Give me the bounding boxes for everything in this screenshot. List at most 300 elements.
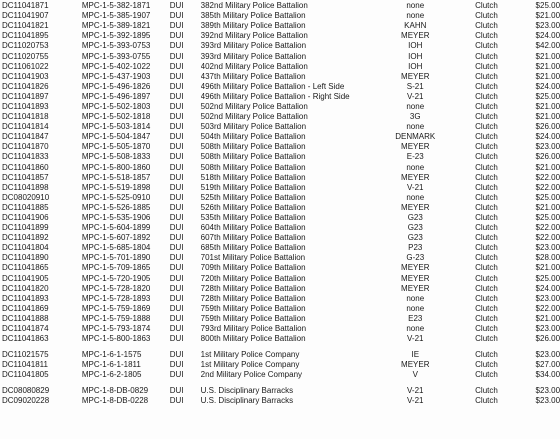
cell-back: Clutch bbox=[475, 71, 498, 81]
cell-ref: MPC-1-8-DB-0829 bbox=[81, 385, 149, 395]
cell-back: Clutch bbox=[475, 21, 498, 31]
cell-type: DUI bbox=[169, 81, 184, 91]
cell-type: DUI bbox=[169, 41, 184, 51]
cell-maker: none bbox=[406, 1, 425, 11]
table-row bbox=[0, 284, 560, 294]
cell-type: DUI bbox=[169, 395, 184, 405]
cell-id: DC11041885 bbox=[2, 202, 49, 212]
cell-back: Clutch bbox=[475, 313, 498, 323]
table-row bbox=[0, 385, 560, 395]
cell-unit: 382nd Military Police Battalion bbox=[200, 1, 308, 11]
cell-id: DC11041898 bbox=[2, 182, 49, 192]
cell-id: DC11041818 bbox=[2, 112, 49, 122]
cell-id: DC11041826 bbox=[2, 81, 49, 91]
cell-type: DUI bbox=[169, 21, 184, 31]
table-row bbox=[0, 203, 560, 213]
cell-ref: MPC-1-5-800-1863 bbox=[81, 334, 151, 344]
cell-maker: KAHN bbox=[404, 21, 427, 31]
cell-maker: none bbox=[406, 303, 425, 313]
cell-ref: MPC-1-5-389-1821 bbox=[81, 21, 151, 31]
table-row bbox=[0, 360, 560, 370]
cell-id: DC11041871 bbox=[2, 1, 49, 11]
cell-type: DUI bbox=[169, 303, 184, 313]
cell-maker: MEYER bbox=[401, 263, 430, 273]
cell-maker: P23 bbox=[408, 243, 423, 253]
cell-id: DC11041899 bbox=[2, 223, 49, 233]
cell-id: DC11041804 bbox=[2, 243, 49, 253]
cell-id: DC11020753 bbox=[2, 41, 49, 51]
cell-price: $21.00 bbox=[535, 101, 560, 111]
cell-maker: MEYER bbox=[401, 359, 430, 369]
table-row bbox=[0, 233, 560, 243]
table-row bbox=[0, 173, 560, 183]
cell-type: DUI bbox=[169, 253, 184, 263]
cell-ref: MPC-1-5-709-1865 bbox=[81, 263, 151, 273]
cell-maker: none bbox=[406, 101, 425, 111]
cell-ref: MPC-1-5-525-0910 bbox=[81, 192, 151, 202]
cell-back: Clutch bbox=[475, 293, 498, 303]
cell-id: DC11041906 bbox=[2, 213, 49, 223]
table-row bbox=[0, 72, 560, 82]
cell-maker: V-21 bbox=[407, 385, 424, 395]
table-row bbox=[0, 62, 560, 72]
cell-type: DUI bbox=[169, 1, 184, 11]
cell-back: Clutch bbox=[475, 202, 498, 212]
cell-id: DC11041814 bbox=[2, 122, 49, 132]
cell-ref: MPC-1-5-526-1885 bbox=[81, 202, 151, 212]
table-row bbox=[0, 142, 560, 152]
cell-type: DUI bbox=[169, 349, 184, 359]
cell-price: $25.00 bbox=[535, 273, 560, 283]
cell-type: DUI bbox=[169, 122, 184, 132]
cell-type: DUI bbox=[169, 283, 184, 293]
cell-price: $23.00 bbox=[535, 324, 560, 334]
cell-back: Clutch bbox=[475, 303, 498, 313]
cell-price: $23.00 bbox=[535, 243, 560, 253]
cell-maker: MEYER bbox=[401, 283, 430, 293]
cell-ref: MPC-1-5-701-1890 bbox=[81, 253, 151, 263]
table-row bbox=[0, 132, 560, 142]
cell-price: $23.00 bbox=[535, 395, 560, 405]
cell-back: Clutch bbox=[475, 369, 498, 379]
cell-id: DC11041897 bbox=[2, 91, 49, 101]
cell-type: DUI bbox=[169, 293, 184, 303]
cell-ref: MPC-1-5-496-1826 bbox=[81, 81, 151, 91]
cell-maker: none bbox=[406, 162, 425, 172]
cell-unit: 508th Military Police Battalion bbox=[200, 142, 306, 152]
cell-unit: 701st Military Police Battalion bbox=[200, 253, 306, 263]
cell-back: Clutch bbox=[475, 122, 498, 132]
cell-type: DUI bbox=[169, 101, 184, 111]
cell-maker: IOH bbox=[408, 61, 423, 71]
cell-maker: V-21 bbox=[407, 334, 424, 344]
cell-unit: 793rd Military Police Battalion bbox=[200, 324, 307, 334]
cell-id: DC11041860 bbox=[2, 162, 49, 172]
cell-unit: 526th Military Police Battalion bbox=[200, 202, 306, 212]
cell-ref: MPC-1-6-2-1805 bbox=[81, 369, 142, 379]
table-row bbox=[0, 223, 560, 233]
cell-id: DC11041893 bbox=[2, 101, 49, 111]
table-row bbox=[0, 183, 560, 193]
cell-unit: 502nd Military Police Battalion bbox=[200, 112, 308, 122]
cell-price: $27.00 bbox=[535, 359, 560, 369]
cell-price: $21.00 bbox=[535, 263, 560, 273]
cell-maker: none bbox=[406, 122, 425, 132]
cell-ref: MPC-1-5-793-1874 bbox=[81, 324, 151, 334]
cell-back: Clutch bbox=[475, 192, 498, 202]
cell-id: DC11041847 bbox=[2, 132, 49, 142]
cell-id: DC11041903 bbox=[2, 71, 49, 81]
cell-type: DUI bbox=[169, 172, 184, 182]
cell-maker: S-21 bbox=[406, 81, 424, 91]
cell-type: DUI bbox=[169, 233, 184, 243]
cell-back: Clutch bbox=[475, 41, 498, 51]
cell-ref: MPC-1-6-1-1811 bbox=[81, 359, 141, 369]
cell-maker: IE bbox=[411, 349, 420, 359]
cell-back: Clutch bbox=[475, 81, 498, 91]
cell-unit: 496th Military Police Battalion - Left Side bbox=[200, 81, 345, 91]
cell-unit: 392nd Military Police Battalion bbox=[200, 31, 308, 41]
cell-unit: 604th Military Police Battalion bbox=[200, 223, 306, 233]
cell-ref: MPC-1-5-504-1847 bbox=[81, 132, 151, 142]
cell-type: DUI bbox=[169, 192, 184, 202]
table-row bbox=[0, 350, 560, 360]
cell-ref: MPC-1-5-535-1906 bbox=[81, 213, 151, 223]
cell-back: Clutch bbox=[475, 324, 498, 334]
cell-maker: V-21 bbox=[407, 182, 424, 192]
cell-unit: 519th Military Police Battalion bbox=[200, 182, 306, 192]
cell-maker: IOH bbox=[408, 41, 423, 51]
cell-ref: MPC-1-5-728-1893 bbox=[81, 293, 151, 303]
cell-back: Clutch bbox=[475, 142, 498, 152]
cell-back: Clutch bbox=[475, 61, 498, 71]
cell-ref: MPC-1-6-1-1575 bbox=[81, 349, 142, 359]
table-row bbox=[0, 102, 560, 112]
cell-unit: 728th Military Police Battalion bbox=[200, 283, 306, 293]
cell-back: Clutch bbox=[475, 182, 498, 192]
cell-maker: MEYER bbox=[401, 202, 430, 212]
cell-maker: 3G bbox=[409, 112, 421, 122]
cell-ref: MPC-1-5-685-1804 bbox=[81, 243, 151, 253]
cell-price: $21.00 bbox=[535, 61, 560, 71]
cell-price: $23.00 bbox=[535, 142, 560, 152]
cell-price: $21.00 bbox=[535, 51, 560, 61]
cell-id: DC11041870 bbox=[2, 142, 49, 152]
table-row bbox=[0, 324, 560, 334]
cell-unit: U.S. Disciplinary Barracks bbox=[200, 395, 294, 405]
cell-back: Clutch bbox=[475, 101, 498, 111]
cell-price: $26.00 bbox=[535, 334, 560, 344]
cell-price: $21.00 bbox=[535, 162, 560, 172]
cell-price: $25.00 bbox=[535, 1, 560, 11]
table-row bbox=[0, 253, 560, 263]
cell-ref: MPC-1-5-502-1803 bbox=[81, 101, 151, 111]
cell-unit: 389th Military Police Battalion bbox=[200, 21, 306, 31]
cell-type: DUI bbox=[169, 202, 184, 212]
cell-id: DC08080829 bbox=[2, 385, 50, 395]
table-row bbox=[0, 152, 560, 162]
cell-ref: MPC-1-5-402-1022 bbox=[81, 61, 151, 71]
cell-unit: 535th Military Police Battalion bbox=[200, 213, 306, 223]
cell-maker: MEYER bbox=[401, 71, 430, 81]
cell-type: DUI bbox=[169, 152, 184, 162]
cell-type: DUI bbox=[169, 11, 184, 21]
table-row bbox=[0, 92, 560, 102]
cell-type: DUI bbox=[169, 213, 184, 223]
cell-ref: MPC-1-5-607-1892 bbox=[81, 233, 151, 243]
cell-type: DUI bbox=[169, 31, 184, 41]
cell-type: DUI bbox=[169, 263, 184, 273]
cell-unit: 685th Military Police Battalion bbox=[200, 243, 306, 253]
cell-unit: 2nd Military Police Company bbox=[200, 369, 303, 379]
cell-unit: 1st Military Police Company bbox=[200, 359, 300, 369]
cell-price: $24.00 bbox=[535, 283, 560, 293]
cell-maker: G23 bbox=[407, 223, 423, 233]
cell-id: DC11041895 bbox=[2, 31, 49, 41]
cell-price: $28.00 bbox=[535, 253, 560, 263]
cell-type: DUI bbox=[169, 243, 184, 253]
table-row bbox=[0, 396, 560, 406]
table-row bbox=[0, 163, 560, 173]
cell-unit: 720th Military Police Battalion bbox=[200, 273, 306, 283]
cell-price: $25.00 bbox=[535, 213, 560, 223]
cell-ref: MPC-1-5-437-1903 bbox=[81, 71, 151, 81]
cell-type: DUI bbox=[169, 223, 184, 233]
cell-back: Clutch bbox=[475, 349, 498, 359]
table-row bbox=[0, 294, 560, 304]
cell-unit: 728th Military Police Battalion bbox=[200, 293, 306, 303]
table-row bbox=[0, 193, 560, 203]
cell-back: Clutch bbox=[475, 1, 498, 11]
cell-price: $24.00 bbox=[535, 132, 560, 142]
cell-type: DUI bbox=[169, 369, 184, 379]
cell-unit: 503rd Military Police Battalion bbox=[200, 122, 307, 132]
cell-back: Clutch bbox=[475, 132, 498, 142]
cell-price: $21.00 bbox=[535, 11, 560, 21]
cell-unit: 759th Military Police Battalion bbox=[200, 313, 306, 323]
cell-type: DUI bbox=[169, 334, 184, 344]
cell-back: Clutch bbox=[475, 152, 498, 162]
cell-id: DC11041890 bbox=[2, 253, 49, 263]
cell-id: DC11041869 bbox=[2, 303, 49, 313]
cell-ref: MPC-1-5-393-0755 bbox=[81, 51, 151, 61]
cell-ref: MPC-1-5-505-1870 bbox=[81, 142, 151, 152]
cell-price: $22.00 bbox=[535, 233, 560, 243]
table-row bbox=[0, 82, 560, 92]
cell-id: DC11041811 bbox=[2, 359, 48, 369]
cell-price: $22.00 bbox=[535, 182, 560, 192]
cell-id: DC11041905 bbox=[2, 273, 49, 283]
cell-price: $25.00 bbox=[535, 192, 560, 202]
cell-maker: none bbox=[406, 324, 425, 334]
cell-id: DC11041821 bbox=[2, 21, 49, 31]
cell-type: DUI bbox=[169, 51, 184, 61]
cell-ref: MPC-1-5-518-1857 bbox=[81, 172, 151, 182]
table-row bbox=[0, 112, 560, 122]
table-row bbox=[0, 213, 560, 223]
cell-back: Clutch bbox=[475, 31, 498, 41]
cell-id: DC11041865 bbox=[2, 263, 49, 273]
cell-id: DC08020910 bbox=[2, 192, 50, 202]
cell-id: DC11041857 bbox=[2, 172, 49, 182]
cell-unit: 525th Military Police Battalion bbox=[200, 192, 306, 202]
cell-maker: MEYER bbox=[401, 142, 430, 152]
cell-id: DC11041874 bbox=[2, 324, 49, 334]
cell-unit: U.S. Disciplinary Barracks bbox=[200, 385, 294, 395]
cell-maker: V-21 bbox=[407, 91, 424, 101]
cell-ref: MPC-1-5-604-1899 bbox=[81, 223, 151, 233]
table-row bbox=[0, 31, 560, 41]
cell-back: Clutch bbox=[475, 213, 498, 223]
table-row bbox=[0, 314, 560, 324]
cell-unit: 437th Military Police Battalion bbox=[200, 71, 306, 81]
cell-back: Clutch bbox=[475, 283, 498, 293]
cell-price: $34.00 bbox=[535, 369, 560, 379]
cell-type: DUI bbox=[169, 71, 184, 81]
cell-maker: none bbox=[406, 11, 425, 21]
cell-price: $22.00 bbox=[535, 172, 560, 182]
cell-ref: MPC-1-5-502-1818 bbox=[81, 112, 151, 122]
table-row bbox=[0, 41, 560, 51]
cell-id: DC11041893 bbox=[2, 293, 49, 303]
cell-ref: MPC-1-5-503-1814 bbox=[81, 122, 151, 132]
cell-maker: DENMARK bbox=[395, 132, 436, 142]
cell-type: DUI bbox=[169, 385, 184, 395]
cell-type: DUI bbox=[169, 142, 184, 152]
cell-type: DUI bbox=[169, 162, 184, 172]
cell-back: Clutch bbox=[475, 334, 498, 344]
cell-maker: V bbox=[412, 369, 418, 379]
cell-unit: 385th Military Police Battalion bbox=[200, 11, 306, 21]
cell-ref: MPC-1-5-759-1869 bbox=[81, 303, 151, 313]
table-row bbox=[0, 51, 560, 61]
cell-type: DUI bbox=[169, 313, 184, 323]
cell-back: Clutch bbox=[475, 385, 498, 395]
cell-back: Clutch bbox=[475, 112, 498, 122]
cell-back: Clutch bbox=[475, 253, 498, 263]
cell-id: DC11021575 bbox=[2, 349, 49, 359]
cell-maker: MEYER bbox=[401, 273, 430, 283]
cell-price: $21.00 bbox=[535, 112, 560, 122]
cell-price: $21.00 bbox=[535, 313, 560, 323]
cell-unit: 800th Military Police Battalion bbox=[200, 334, 306, 344]
cell-type: DUI bbox=[169, 182, 184, 192]
table-row bbox=[0, 21, 560, 31]
cell-type: DUI bbox=[169, 91, 184, 101]
cell-unit: 504th Military Police Battalion bbox=[200, 132, 306, 142]
cell-price: $42.00 bbox=[535, 41, 560, 51]
cell-maker: none bbox=[406, 293, 425, 303]
table-row bbox=[0, 370, 560, 380]
cell-unit: 502nd Military Police Battalion bbox=[200, 101, 308, 111]
cell-id: DC11041833 bbox=[2, 152, 49, 162]
cell-id: DC11041907 bbox=[2, 11, 49, 21]
cell-id: DC11041892 bbox=[2, 233, 49, 243]
cell-maker: G23 bbox=[407, 213, 423, 223]
cell-ref: MPC-1-5-720-1905 bbox=[81, 273, 151, 283]
table-row bbox=[0, 1, 560, 11]
cell-maker: none bbox=[406, 192, 425, 202]
cell-id: DC11020755 bbox=[2, 51, 49, 61]
cell-price: $23.00 bbox=[535, 293, 560, 303]
cell-back: Clutch bbox=[475, 91, 498, 101]
cell-ref: MPC-1-5-385-1907 bbox=[81, 11, 151, 21]
cell-type: DUI bbox=[169, 324, 184, 334]
cell-unit: 508th Military Police Battalion bbox=[200, 152, 306, 162]
cell-back: Clutch bbox=[475, 263, 498, 273]
cell-price: $25.00 bbox=[535, 91, 560, 101]
cell-unit: 393rd Military Police Battalion bbox=[200, 51, 307, 61]
cell-maker: V-21 bbox=[407, 395, 424, 405]
cell-back: Clutch bbox=[475, 223, 498, 233]
cell-back: Clutch bbox=[475, 395, 498, 405]
cell-unit: 508th Military Police Battalion bbox=[200, 162, 306, 172]
cell-unit: 709th Military Police Battalion bbox=[200, 263, 306, 273]
cell-price: $22.00 bbox=[535, 303, 560, 313]
cell-id: DC11041888 bbox=[2, 313, 49, 323]
cell-maker: MEYER bbox=[401, 172, 430, 182]
cell-ref: MPC-1-5-519-1898 bbox=[81, 182, 151, 192]
table-row bbox=[0, 274, 560, 284]
cell-type: DUI bbox=[169, 273, 184, 283]
cell-unit: 496th Military Police Battalion - Right Side bbox=[200, 91, 350, 101]
cell-unit: 518th Military Police Battalion bbox=[200, 172, 306, 182]
cell-back: Clutch bbox=[475, 172, 498, 182]
cell-type: DUI bbox=[169, 132, 184, 142]
cell-id: DC11041820 bbox=[2, 283, 49, 293]
cell-unit: 1st Military Police Company bbox=[200, 349, 300, 359]
cell-price: $26.00 bbox=[535, 152, 560, 162]
cell-back: Clutch bbox=[475, 233, 498, 243]
cell-unit: 393rd Military Police Battalion bbox=[200, 41, 307, 51]
cell-back: Clutch bbox=[475, 51, 498, 61]
cell-type: DUI bbox=[169, 112, 184, 122]
cell-price: $21.00 bbox=[535, 71, 560, 81]
table-row bbox=[0, 263, 560, 273]
cell-price: $23.00 bbox=[535, 385, 560, 395]
cell-id: DC11061022 bbox=[2, 61, 49, 71]
cell-maker: E-23 bbox=[406, 152, 424, 162]
cell-price: $21.00 bbox=[535, 202, 560, 212]
cell-back: Clutch bbox=[475, 243, 498, 253]
cell-maker: E23 bbox=[408, 313, 423, 323]
table-row bbox=[0, 11, 560, 21]
cell-ref: MPC-1-5-508-1833 bbox=[81, 152, 151, 162]
cell-maker: IOH bbox=[408, 51, 423, 61]
cell-ref: MPC-1-5-382-1871 bbox=[81, 1, 151, 11]
cell-unit: 759th Military Police Battalion bbox=[200, 303, 306, 313]
cell-price: $26.00 bbox=[535, 122, 560, 132]
cell-price: $23.00 bbox=[535, 21, 560, 31]
cell-back: Clutch bbox=[475, 359, 498, 369]
cell-id: DC09020228 bbox=[2, 395, 50, 405]
cell-back: Clutch bbox=[475, 273, 498, 283]
table-row bbox=[0, 243, 560, 253]
cell-id: DC11041805 bbox=[2, 369, 49, 379]
cell-ref: MPC-1-5-392-1895 bbox=[81, 31, 151, 41]
cell-maker: G23 bbox=[407, 233, 423, 243]
cell-unit: 402nd Military Police Battalion bbox=[200, 61, 308, 71]
cell-price: $23.00 bbox=[535, 349, 560, 359]
cell-id: DC11041863 bbox=[2, 334, 49, 344]
cell-ref: MPC-1-5-759-1888 bbox=[81, 313, 151, 323]
cell-type: DUI bbox=[169, 61, 184, 71]
cell-ref: MPC-1-5-496-1897 bbox=[81, 91, 151, 101]
cell-price: $24.00 bbox=[535, 31, 560, 41]
table-row bbox=[0, 334, 560, 344]
cell-price: $24.00 bbox=[535, 81, 560, 91]
cell-ref: MPC-1-8-DB-0228 bbox=[81, 395, 149, 405]
